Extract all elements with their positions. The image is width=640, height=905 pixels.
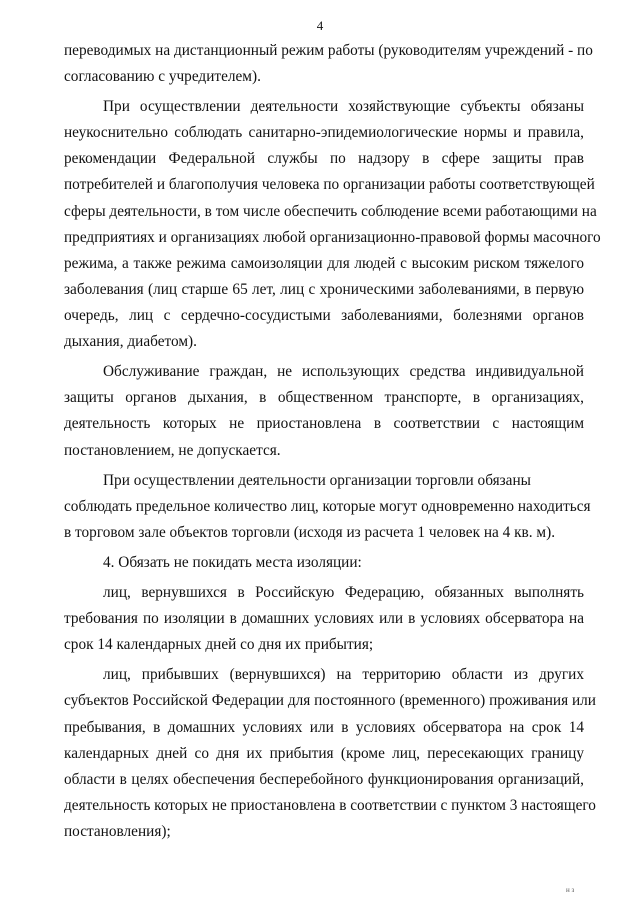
text-line: срок 14 календарных дней со дня их прибытия; — [64, 636, 374, 653]
text-line: неукоснительно соблюдать санитарно-эпидемиологические нормы и правила, — [64, 124, 584, 141]
text-line: предприятиях и организациях любой организационно-правовой формы масочного — [64, 229, 601, 246]
text-line: дыхания, диабетом). — [64, 333, 197, 350]
text-line: пребывания, в домашних условиях или в условиях обсерватора на срок 14 — [64, 719, 584, 736]
text-line: соблюдать предельное количество лиц, которые могут одновременно находиться — [64, 498, 591, 515]
text-line: 4. Обязать не покидать места изоляции: — [103, 554, 362, 571]
text-line: При осуществлении деятельности организации торговли обязаны — [103, 472, 531, 489]
page-number: 4 — [316, 18, 324, 33]
text-line: согласованию с учредителем). — [64, 68, 261, 85]
text-line: постановления); — [64, 823, 171, 840]
text-line: лиц, вернувшихся в Российскую Федерацию, обязанных выполнять — [103, 584, 584, 601]
text-line: потребителей и благополучия человека по организации работы соответствующей — [64, 176, 595, 193]
text-line: защиты органов дыхания, в общественном транспорте, в организациях, — [64, 389, 584, 406]
text-line: переводимых на дистанционный режим работы (руководителям учреждений - по — [64, 42, 593, 59]
text-line: лиц, прибывших (вернувшихся) на территорию области из других — [103, 666, 584, 683]
text-line: заболевания (лиц старше 65 лет, лиц с хроническими заболеваниями, в первую — [64, 281, 584, 298]
text-line: деятельность которых не приостановлена в соответствии с пунктом 3 настоящего — [64, 797, 596, 814]
text-line: постановлением, не допускается. — [64, 442, 281, 459]
text-line: При осуществлении деятельности хозяйствующие субъекты обязаны — [103, 98, 584, 115]
text-line: рекомендации Федеральной службы по надзору в сфере защиты прав — [64, 150, 584, 167]
text-line: календарных дней со дня их прибытия (кроме лиц, пересекающих границу — [64, 745, 584, 762]
text-line: субъектов Российской Федерации для постоянного (временного) проживания или — [64, 692, 596, 709]
text-line: в торговом зале объектов торговли (исходя из расчета 1 человек на 4 кв. м). — [64, 524, 556, 541]
text-line: режима, а также режима самоизоляции для людей с высоким риском тяжелого — [64, 255, 584, 272]
text-line: Обслуживание граждан, не использующих средства индивидуальной — [103, 363, 584, 380]
text-line: сферы деятельности, в том числе обеспечить соблюдение всеми работающими на — [64, 203, 597, 220]
text-line: деятельность которых не приостановлена в соответствии с настоящим — [64, 415, 584, 432]
text-line: области в целях обеспечения бесперебойного функционирования организаций, — [64, 771, 584, 788]
corner-mark: н з — [566, 886, 575, 894]
text-line: требования по изоляции в домашних условиях или в условиях обсерватора на — [64, 610, 584, 627]
text-line: очередь, лиц с сердечно-сосудистыми заболеваниями, болезнями органов — [64, 307, 584, 324]
